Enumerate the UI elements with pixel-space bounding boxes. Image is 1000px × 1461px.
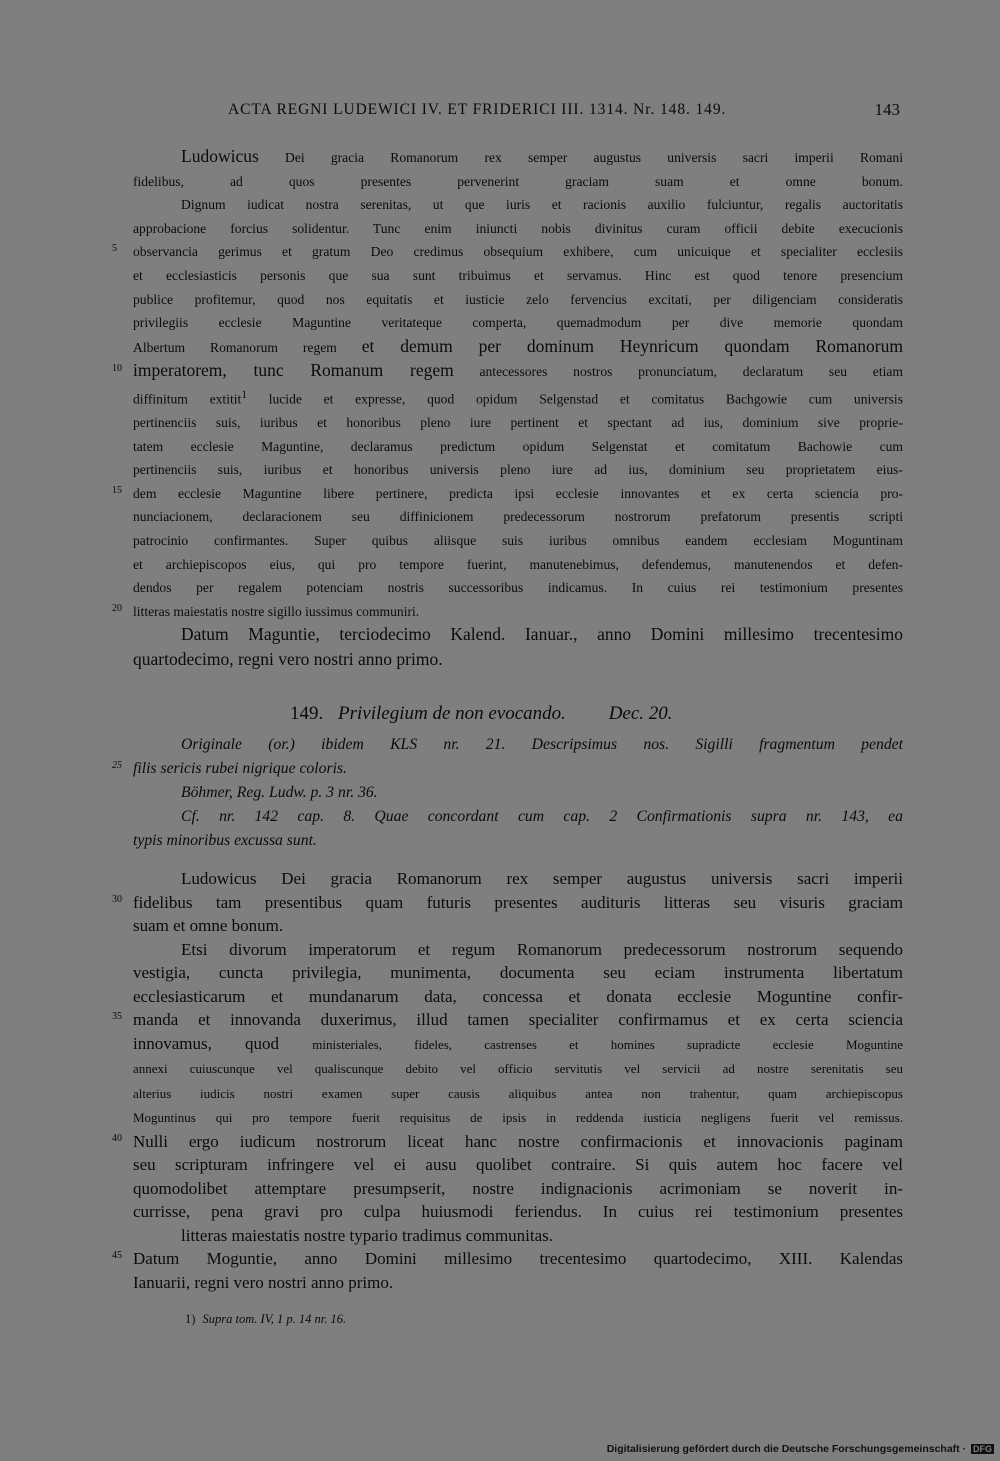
text-line xyxy=(112,482,903,506)
text-run: dendos per regalem potenciam nostris successoribus indicamus. In cuius rei testimonium presentes xyxy=(133,580,903,596)
text-line xyxy=(112,891,903,915)
text-run: Cf. nr. 142 cap. 8. Quae concordant cum cap. 2 Confirmationis supra nr. 143, ea xyxy=(181,808,903,825)
text-run: Nulli ergo iudicum nostrorum liceat hanc nostre confirmacionis et innovacionis paginam xyxy=(133,1131,903,1151)
line-number: 30 xyxy=(112,893,122,905)
text-run: patrocinio confirmantes. Super quibus aliisque suis iuribus omnibus eandem ecclesiam Moguntinam xyxy=(133,533,903,549)
footnote xyxy=(185,1312,346,1327)
text-line xyxy=(112,600,903,624)
text-run: Datum Moguntie, anno Domini millesimo trecentesimo quartodecimo, XIII. Kalendas xyxy=(133,1249,903,1268)
footnote-reference: 1 xyxy=(241,388,247,401)
text-run: Etsi divorum imperatorum et regum Romanorum predecessorum nostrorum sequendo xyxy=(181,939,903,959)
footnote-mark: 1) xyxy=(185,1312,196,1326)
text-line xyxy=(133,781,903,805)
text-run: diffinitum extitit xyxy=(133,391,242,407)
text-line xyxy=(133,1200,903,1224)
text-run: privilegiis ecclesie Maguntine veritateque comperta, quemadmodum per dive memorie quondam xyxy=(133,315,903,331)
text-run: suam et omne bonum. xyxy=(133,916,284,935)
text-run: quomodolibet attemptare presumpserit, nostre indignacionis acrimoniam se noverit in- xyxy=(133,1178,903,1198)
text-run: manda et innovanda duxerimus, illud tamen specialiter confirmamus et ex certa sciencia xyxy=(133,1010,903,1029)
text-run: fidelibus tam presentibus quam futuris presentes audituris litteras seu visuris graciam xyxy=(133,892,903,912)
line-number: 40 xyxy=(112,1132,122,1144)
text-run: litteras maiestatis nostre sigillo iussimus communiri. xyxy=(133,603,420,619)
text-line xyxy=(133,1271,903,1295)
digitization-credit xyxy=(607,1443,994,1455)
text-run: ecclesiasticarum et mundanarum data, concessa et donata ecclesie Moguntine confir- xyxy=(133,986,903,1006)
document-149-apparatus xyxy=(112,733,903,853)
text-line xyxy=(133,505,903,529)
text-run: antecessores nostros pronunciatum, declaratum seu etiam xyxy=(453,364,903,380)
text-run: vestigia, cuncta privilegia, munimenta, documenta seu eciam instrumenta libertatum xyxy=(133,963,903,982)
text-run: pertinenciis suis, iuribus et honoribus universis pleno iure ad ius, dominium seu proprietatem eius- xyxy=(133,462,903,478)
text-line xyxy=(133,985,903,1009)
document-148-text xyxy=(112,145,903,673)
text-line xyxy=(133,914,903,938)
text-line xyxy=(133,1153,903,1177)
text-line xyxy=(133,648,903,673)
footnote-text: Supra tom. IV, 1 p. 14 nr. 16. xyxy=(202,1312,347,1326)
page-number: 143 xyxy=(874,100,900,119)
line-number: 10 xyxy=(112,363,122,375)
text-run: tatem ecclesie Maguntine, declaramus predictum opidum Selgenstat et comitatum Bachowie cum xyxy=(133,438,903,454)
text-line xyxy=(112,359,903,384)
text-run: dem ecclesie Maguntine libere pertinere, predicta ipsi ecclesie innovantes et ex certa sciencia pro- xyxy=(133,485,903,501)
line-number: 15 xyxy=(112,484,122,496)
text-line xyxy=(112,1008,903,1032)
text-run: quartodecimo, regni vero nostri anno primo. xyxy=(133,649,443,669)
line-number: 35 xyxy=(112,1011,122,1022)
document-title: Privilegium de non evocando. xyxy=(338,703,566,724)
text-run: typis minoribus excussa sunt. xyxy=(133,832,317,849)
text-line xyxy=(133,411,903,435)
text-run: Ludowicus xyxy=(181,146,259,166)
text-line xyxy=(133,458,903,482)
text-line xyxy=(112,757,903,781)
text-run: Böhmer, Reg. Ludw. p. 3 nr. 36. xyxy=(181,784,378,801)
document-date: Dec. 20. xyxy=(608,703,673,724)
text-run: Originale (or.) ibidem KLS nr. 21. Descripsimus nos. Sigilli fragmentum pendet xyxy=(181,736,903,753)
text-run: et archiepiscopos eius, qui pro tempore fuerint, manutenebimus, defendemus, manutenendos et defen- xyxy=(133,556,903,572)
text-run: et demum per dominum Heynricum quondam Romanorum xyxy=(361,335,903,356)
credit-text: Digitalisierung gefördert durch die Deutsche Forschungsgemeinschaft · xyxy=(606,1443,967,1455)
line-number: 45 xyxy=(112,1250,122,1261)
text-line xyxy=(133,576,903,600)
text-run: Ludowicus Dei gracia Romanorum rex semper augustus universis sacri imperii xyxy=(181,869,903,888)
text-line xyxy=(133,335,903,360)
text-line xyxy=(133,264,903,288)
text-line xyxy=(112,1247,903,1271)
document-number: 149. xyxy=(290,703,324,724)
text-run: fidelibus, ad quos presentes pervenerint graciam suam et omne bonum. xyxy=(133,173,903,189)
text-line xyxy=(133,145,903,170)
text-run: ministeriales, fideles, castrenses et homines supradicte ecclesie Moguntine xyxy=(312,1036,903,1052)
text-line xyxy=(133,961,903,985)
line-number: 20 xyxy=(112,602,122,614)
text-run: pertinenciis suis, iuribus et honoribus pleno iure pertinent et spectant ad ius, dominium sive proprie- xyxy=(133,415,903,431)
line-number: 25 xyxy=(112,760,122,771)
text-line xyxy=(133,193,903,217)
text-line xyxy=(133,1105,903,1130)
document-149-text xyxy=(112,867,903,1294)
text-line xyxy=(133,311,903,335)
text-run: Moguntinus qui pro tempore fuerit requisitus de ipsis in reddenda iusticia negligens fuerit vel remissus. xyxy=(133,1110,903,1125)
text-run: publice profitemur, quod nos equitatis et iusticie zelo fervencius excitati, per diligenciam consideratis xyxy=(133,291,903,307)
line-number: 5 xyxy=(112,243,117,255)
text-line xyxy=(133,1032,903,1057)
text-run: approbacione forcius solidentur. Tunc enim iniuncti nobis divinitus curam officii debite execucionis xyxy=(133,220,903,236)
text-line xyxy=(133,170,903,194)
text-run: annexi cuiuscunque vel qualiscunque debito vel officio servitutis vel servicii ad nostre serenitatis seu xyxy=(133,1061,903,1076)
running-header xyxy=(228,101,900,125)
text-line xyxy=(112,1130,903,1154)
text-line xyxy=(133,288,903,312)
text-run: filis sericis rubei nigrique coloris. xyxy=(133,760,347,777)
text-line xyxy=(133,805,903,829)
text-line xyxy=(133,553,903,577)
text-line xyxy=(133,1177,903,1201)
text-run: nunciacionem, declaracionem seu diffinicionem predecessorum nostrorum prefatorum presentis scripti xyxy=(133,509,903,525)
text-run: innovamus, quod xyxy=(133,1033,313,1053)
text-line xyxy=(112,240,903,264)
text-line xyxy=(133,1224,903,1248)
text-run: currisse, pena gravi pro culpa huiusmodi feriendus. In cuius rei testimonium presentes xyxy=(133,1202,903,1221)
text-run: Datum Maguntie, terciodecimo Kalend. Ianuar., anno Domini millesimo trecentesimo xyxy=(181,624,903,645)
text-line xyxy=(133,829,903,853)
text-run: alterius iudicis nostri examen super causis aliquibus antea non trahentur, quam archiepiscopus xyxy=(133,1085,903,1101)
text-line xyxy=(133,733,903,757)
text-run: observancia gerimus et gratum Deo credimus obsequium exhibere, cum unicuique et specialiter ecclesiis xyxy=(133,244,903,260)
text-run: imperatorem, tunc Romanum regem xyxy=(133,360,454,381)
text-line xyxy=(133,623,903,648)
text-line xyxy=(133,938,903,962)
text-run: Dignum iudicat nostra serenitas, ut que iuris et racionis auxilio fulciuntur, regalis auctoritatis xyxy=(181,197,903,213)
dfg-logo: DFG xyxy=(973,1444,992,1454)
text-line xyxy=(133,1056,903,1081)
text-run: Albertum Romanorum regem xyxy=(133,339,362,355)
text-line xyxy=(133,867,903,891)
text-line xyxy=(133,384,903,411)
text-run: lucide et expresse, quod opidum Selgenstad et comitatus Bachgowie cum universis xyxy=(246,391,903,407)
text-run: seu scripturam infringere vel ei ausu quolibet contraire. Si quis autem hoc facere vel xyxy=(133,1155,903,1174)
text-line xyxy=(133,1081,903,1106)
document-149-heading xyxy=(290,703,673,725)
text-run: litteras maiestatis nostre typario tradimus communitas. xyxy=(181,1225,554,1245)
header-title: ACTA REGNI LUDEWICI IV. ET FRIDERICI III. 1314. Nr. 148. 149. xyxy=(228,101,727,118)
text-run: Dei gracia Romanorum rex semper augustus universis sacri imperii Romani xyxy=(258,150,903,165)
text-line xyxy=(133,435,903,459)
text-run: et ecclesiasticis personis que sua sunt tribuimus et servamus. Hinc est quod tenore presencium xyxy=(133,267,903,283)
text-line xyxy=(133,217,903,241)
text-run: Ianuarii, regni vero nostri anno primo. xyxy=(133,1272,394,1292)
text-line xyxy=(133,529,903,553)
